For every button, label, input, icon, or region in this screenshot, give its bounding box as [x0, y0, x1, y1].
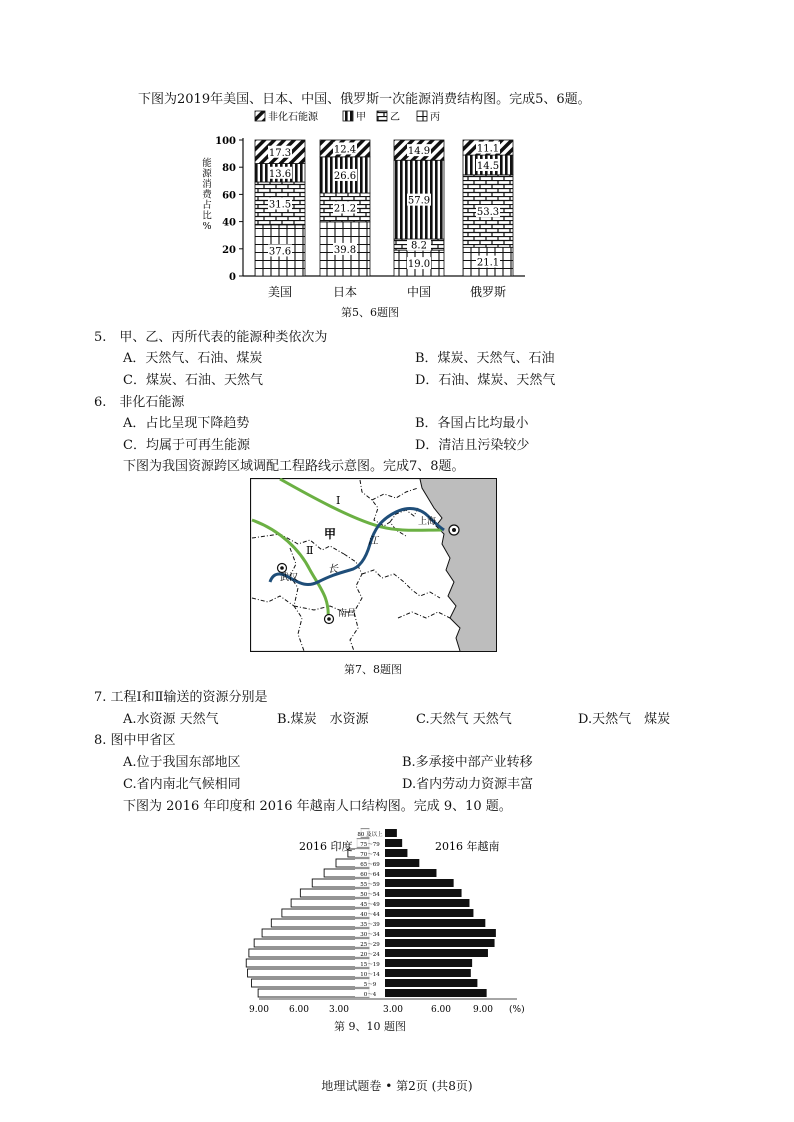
data-label: 8.2: [411, 240, 427, 252]
x-tick-label: 3.00: [382, 1005, 404, 1014]
age-label: 70～74: [360, 852, 380, 858]
q8-option-b[interactable]: B.多承接中部产业转移: [402, 755, 533, 770]
y-tick-label: 80: [222, 163, 236, 175]
vietnam-bar: [385, 919, 485, 927]
age-label: 65～69: [360, 862, 380, 868]
data-label: 37.6: [268, 246, 292, 258]
data-label: 26.6: [333, 170, 357, 182]
age-label: 80 及以上: [357, 832, 383, 838]
pyramid-right-title: 2016 年越南: [435, 840, 500, 853]
vietnam-bar: [385, 929, 496, 937]
data-label: 21.1: [476, 257, 500, 269]
population-pyramid-chart: [245, 822, 545, 1014]
vietnam-bar: [385, 849, 407, 857]
data-label: 53.3: [476, 207, 500, 219]
y-tick-label: 100: [215, 136, 236, 147]
data-label: 57.9: [407, 195, 431, 207]
legend-label: 乙: [390, 112, 400, 123]
x-tick-label: 9.00: [472, 1005, 494, 1014]
data-label: 31.5: [268, 199, 292, 211]
q5-stem: 5. 甲、乙、丙所代表的能源种类依次为: [94, 330, 328, 345]
category-label: 俄罗斯: [469, 285, 507, 299]
india-bar: [246, 959, 369, 967]
map-label-chang: 长: [328, 564, 338, 575]
pyramid-caption: 第 9、10 题图: [334, 1020, 406, 1033]
vietnam-bar: [385, 969, 471, 977]
legend-swatch: [255, 111, 265, 121]
q8-option-d[interactable]: D.省内劳动力资源丰富: [402, 777, 534, 792]
q8-option-a[interactable]: A.位于我国东部地区: [123, 755, 241, 770]
india-bar: [258, 989, 369, 997]
q5-option-a[interactable]: A．天然气、石油、煤炭: [123, 351, 263, 366]
age-label: 0～4: [363, 992, 377, 998]
age-label: 45～49: [360, 902, 380, 908]
data-label: 12.4: [333, 144, 357, 156]
legend-swatch: [417, 111, 427, 121]
section3-intro: 下图为 2016 年印度和 2016 年越南人口结构图。完成 9、10 题。: [123, 799, 512, 814]
category-label: 日本: [332, 285, 358, 299]
age-label: 40～44: [360, 912, 380, 918]
energy-structure-chart: [195, 108, 535, 304]
legend-label: 丙: [430, 112, 440, 123]
legend-swatch: [343, 111, 353, 121]
age-label: 35～39: [360, 922, 380, 928]
category-label: 美国: [267, 285, 293, 299]
chart-bars: [255, 140, 513, 299]
india-bar: [249, 949, 369, 957]
data-label: 11.1: [476, 143, 500, 155]
q6-stem: 6. 非化石能源: [94, 395, 185, 410]
vietnam-bar: [385, 959, 472, 967]
vietnam-bar: [385, 839, 402, 847]
q6-option-a[interactable]: A．占比呈现下降趋势: [123, 416, 250, 431]
q7-option-b[interactable]: B.煤炭 水资源: [277, 712, 369, 727]
data-label: 39.8: [333, 244, 357, 256]
svg-text:费: 费: [202, 189, 212, 201]
data-label: 21.2: [333, 203, 357, 215]
vietnam-bar: [385, 879, 454, 887]
data-label: 14.9: [407, 146, 431, 158]
vietnam-bar: [385, 979, 477, 987]
map-label-jiang: 江: [368, 536, 378, 547]
age-label: 25～29: [360, 942, 380, 948]
q5-option-c[interactable]: C．煤炭、石油、天然气: [123, 373, 263, 388]
india-bar: [262, 929, 369, 937]
y-tick-label: 0: [229, 272, 236, 283]
q8-option-c[interactable]: C.省内南北气候相同: [123, 777, 241, 792]
q6-option-d[interactable]: D．清洁且污染较少: [415, 438, 530, 453]
india-bar: [254, 939, 369, 947]
india-bar: [252, 979, 369, 987]
q5-option-b[interactable]: B．煤炭、天然气、石油: [415, 351, 555, 366]
y-tick-label: 20: [222, 244, 236, 256]
x-tick-label: 6.00: [430, 1005, 452, 1014]
svg-text:能: 能: [202, 158, 212, 169]
vietnam-bar: [385, 909, 473, 917]
svg-text:比: 比: [202, 210, 212, 222]
q8-stem: 8. 图中甲省区: [94, 733, 176, 748]
section1-intro: 下图为2019年美国、日本、中国、俄罗斯一次能源消费结构图。完成5、6题。: [138, 92, 591, 107]
category-label: 中国: [406, 285, 432, 299]
vietnam-bar: [385, 829, 397, 837]
india-bar: [248, 969, 369, 977]
svg-text:%: %: [202, 221, 212, 232]
q7-option-a[interactable]: A.水资源 天然气: [123, 712, 219, 727]
page-footer: 地理试题卷 • 第2页 (共8页): [321, 1079, 473, 1093]
age-label: 60～64: [360, 872, 380, 878]
map-label-i: Ⅰ: [336, 494, 341, 507]
vietnam-bar: [385, 859, 419, 867]
vietnam-bar: [385, 869, 436, 877]
chart1-caption: 第5、6题图: [341, 306, 399, 319]
y-axis-label: [202, 157, 212, 232]
pyramid-bars: [246, 829, 524, 1014]
age-label: 75～79: [360, 842, 380, 848]
x-tick-label: 9.00: [248, 1005, 270, 1014]
q7-option-c[interactable]: C.天然气 天然气: [416, 712, 512, 727]
legend-label: 甲: [356, 112, 366, 123]
map-label-wuhan: 武汉: [280, 573, 299, 583]
vietnam-bar: [385, 889, 462, 897]
legend-swatch: [377, 111, 387, 121]
map-caption: 第7、8题图: [344, 663, 402, 676]
vietnam-bar: [385, 939, 495, 947]
q5-option-d[interactable]: D．石油、煤炭、天然气: [415, 373, 556, 388]
q6-option-b[interactable]: B．各国占比均最小: [415, 416, 529, 431]
x-unit-label: (%): [509, 1005, 525, 1014]
x-tick-label: 3.00: [328, 1005, 350, 1014]
chart-legend: [255, 110, 440, 123]
q7-option-d[interactable]: D.天然气 煤炭: [578, 712, 671, 727]
age-label: 10～14: [360, 972, 380, 978]
y-tick-label: 40: [222, 217, 236, 229]
svg-text:消: 消: [202, 179, 212, 190]
vietnam-bar: [385, 949, 488, 957]
age-label: 15～19: [360, 962, 380, 968]
age-label: 5～9: [363, 982, 377, 988]
map-label-shanghai: 上海: [418, 517, 437, 527]
q7-stem: 7. 工程Ⅰ和Ⅱ输送的资源分别是: [94, 690, 268, 705]
vietnam-bar: [385, 899, 469, 907]
resource-transfer-map: [250, 478, 497, 652]
legend-label: 非化石能源: [268, 112, 318, 123]
pyramid-left-title: 2016 印度: [299, 840, 353, 853]
vietnam-bar: [385, 989, 487, 997]
age-label: 30～34: [360, 932, 380, 938]
section2-intro: 下图为我国资源跨区域调配工程路线示意图。完成7、8题。: [123, 459, 465, 474]
map-label-jia: 甲: [324, 527, 337, 541]
svg-text:占: 占: [202, 200, 212, 211]
age-label: 20～24: [360, 952, 380, 958]
age-label: 55～59: [360, 882, 380, 888]
map-label-ii: Ⅱ: [306, 544, 314, 557]
india-bar: [271, 919, 369, 927]
q6-option-c[interactable]: C．均属于可再生能源: [123, 438, 250, 453]
data-label: 17.3: [268, 147, 292, 159]
map-label-nanchang: 南昌: [338, 609, 357, 619]
age-label: 50～54: [360, 892, 380, 898]
y-tick-label: 60: [222, 190, 236, 202]
data-label: 19.0: [407, 259, 431, 271]
data-label: 13.6: [268, 168, 292, 180]
svg-text:源: 源: [202, 168, 212, 180]
data-label: 14.5: [476, 160, 500, 172]
x-tick-label: 6.00: [288, 1005, 310, 1014]
